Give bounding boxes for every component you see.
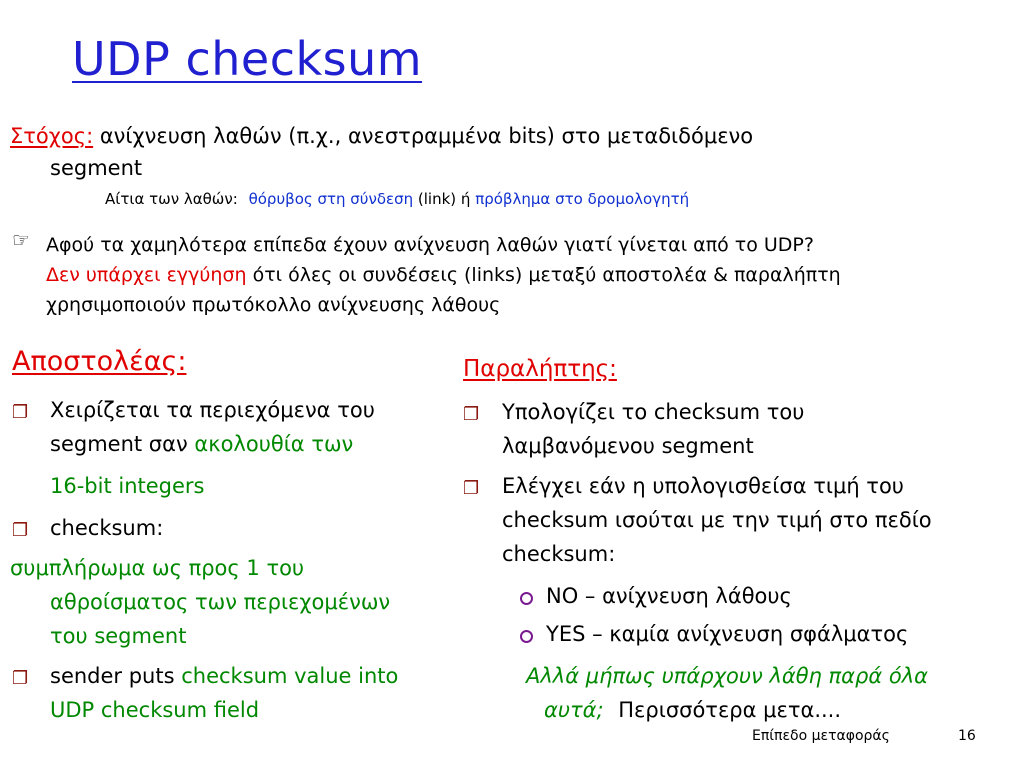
pointing-hand-icon: ☞ (12, 228, 30, 252)
square-bullet-icon: ❐ (463, 478, 480, 499)
sender-bullet-3-line-2: UDP checksum field (50, 698, 260, 722)
but-errors-line-1: Αλλά μήπως υπάρχουν λάθη παρά όλα (526, 664, 928, 688)
sender-b1-green: ακολουθία των (194, 432, 354, 456)
page-number: 16 (958, 728, 976, 744)
circle-bullet-icon (520, 592, 533, 605)
footer-section: Επίπεδο μεταφοράς (752, 728, 890, 744)
circle-bullet-icon (520, 630, 533, 643)
receiver-bullet-2-line-2: checksum ισούται με την τιμή στο πεδίο (502, 508, 932, 532)
receiver-heading: Παραλήπτης: (463, 356, 617, 382)
receiver-bullet-2-line-3: checksum: (502, 542, 616, 566)
sender-bullet-3-line-1 (50, 664, 398, 688)
receiver-bullet-1-line-1: Υπολογίζει το checksum του (502, 400, 805, 424)
note-line-2-rest: ότι όλες οι συνδέσεις (links) μεταξύ αποστολέα & παραλήπτη (252, 264, 841, 286)
sender-bullet-1-line-1: Χειρίζεται τα περιεχόμενα του (50, 398, 375, 422)
sender-b1-black: segment σαν (50, 432, 188, 456)
goal-line (10, 124, 753, 148)
square-bullet-icon: ❐ (12, 668, 29, 689)
complement-line-2: αθροίσματος των περιεχομένων (50, 590, 391, 614)
sender-bullet-1-line-3: 16-bit integers (50, 474, 205, 498)
causes-router: πρόβλημα στο δρομολογητή (475, 190, 690, 208)
sender-heading: Αποστολέας: (12, 346, 187, 377)
note-line-2 (46, 264, 841, 286)
receiver-yes: YES – καμία ανίχνευση σφάλματος (546, 622, 909, 646)
goal-text-continued: segment (50, 156, 143, 180)
square-bullet-icon: ❐ (12, 402, 29, 423)
complement-line-3: του segment (50, 624, 187, 648)
but-errors-question: αυτά; (544, 698, 604, 722)
square-bullet-icon: ❐ (12, 520, 29, 541)
receiver-no: NO – ανίχνευση λάθους (546, 584, 792, 608)
receiver-bullet-1-line-2: λαμβανόμενου segment (502, 434, 754, 458)
but-errors-line-2 (544, 698, 841, 722)
no-guarantee: Δεν υπάρχει εγγύηση (46, 264, 247, 286)
sender-bullet-1-line-2 (50, 432, 353, 456)
sender-b3-green: checksum value into (181, 664, 399, 688)
causes-label: Αίτια των λαθών: (105, 190, 238, 208)
square-bullet-icon: ❐ (463, 404, 480, 425)
note-line-1: Αφού τα χαμηλότερα επίπεδα έχουν ανίχνευση λαθών γιατί γίνεται από το UDP? (46, 234, 814, 256)
causes-link: (link) ή (417, 190, 471, 208)
goal-label: Στόχος: (10, 124, 94, 148)
receiver-bullet-2-line-1: Ελέγχει εάν η υπολογισθείσα τιμή του (502, 474, 904, 498)
error-causes (105, 190, 689, 208)
causes-noise: θόρυβος στη σύνδεση (248, 190, 414, 208)
sender-bullet-2: checksum: (50, 516, 164, 540)
note-line-3: χρησιμοποιούν πρωτόκολλο ανίχνευσης λάθους (46, 294, 501, 316)
sender-b3-black: sender puts (50, 664, 175, 688)
goal-text: ανίχνευση λαθών (π.χ., ανεστραμμένα bits) στο μεταδιδόμενο (99, 124, 754, 148)
slide-title: UDP checksum (72, 32, 423, 86)
more-later: Περισσότερα μετα.... (618, 698, 842, 722)
complement-line-1: συμπλήρωμα ως προς 1 του (10, 556, 305, 580)
